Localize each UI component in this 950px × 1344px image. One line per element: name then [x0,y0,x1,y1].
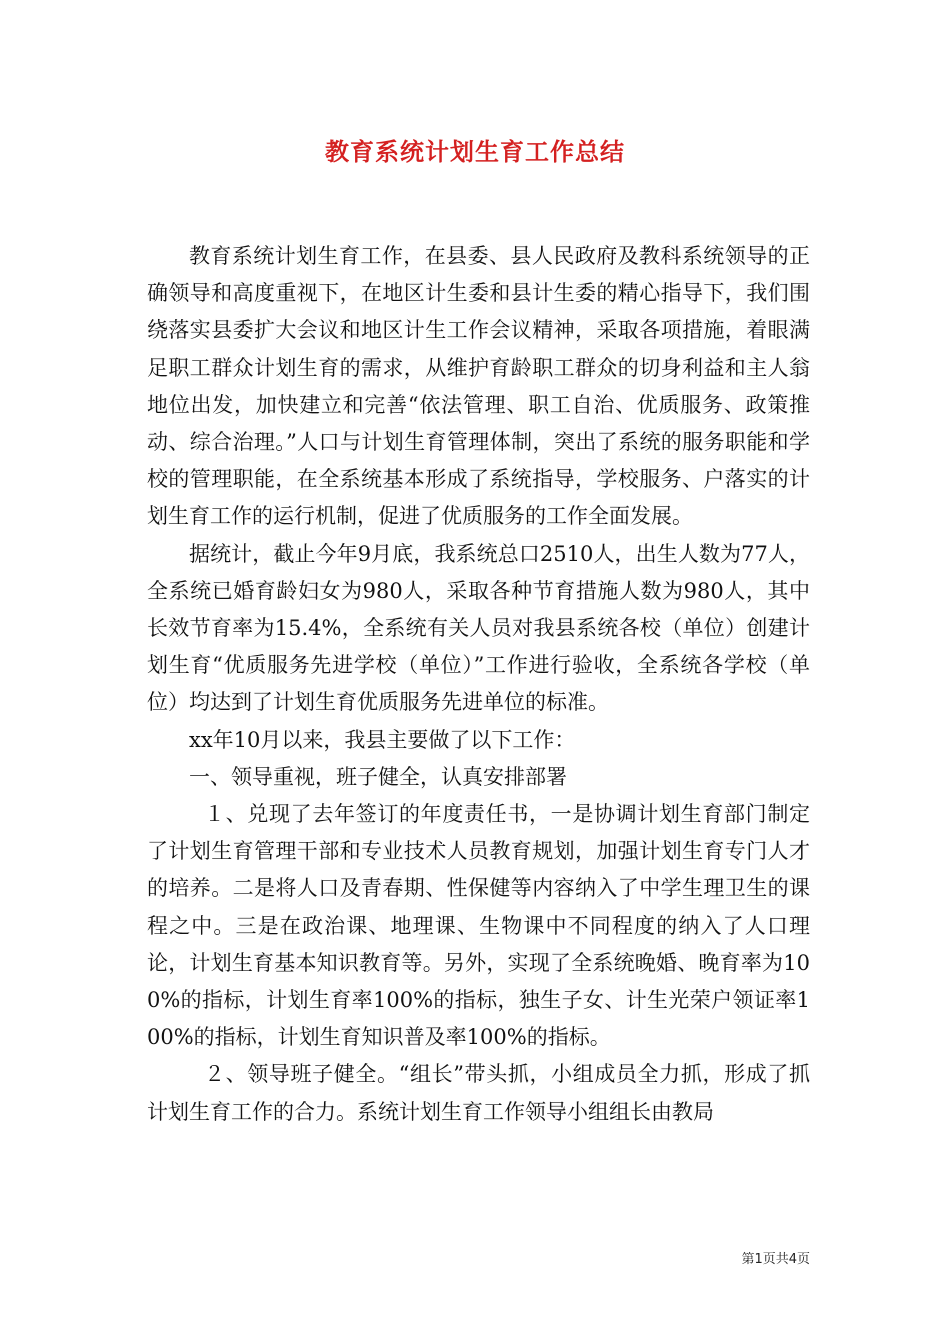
paragraph-statistics: 据统计，截止今年9月底，我系统总口2510人，出生人数为77人，全系统已婚育龄妇女为980人，采取各种节育措施人数为980人，其中长效节育率为15.4%，全系统有关人员对我县系统各校（单位）创建计划生育“优质服务先进学校（单位）”工作进行验收，全系统各学校（单位）均达到了计划生育优质服务先进单位的标准。 [147,541,810,715]
document-body [147,238,810,1131]
paragraph-item-1: １、兑现了去年签订的年度责任书，一是协调计划生育部门制定了计划生育管理干部和专业技术人员教育规划，加强计划生育专门人才的培养。二是将人口及青春期、性保健等内容纳入了中学生理卫生的课程之中。三是在政治课、地理课、生物课中不同程度的纳入了人口理论，计划生育基本知识教育等。另外，实现了全系统晚婚、晚育率为100%的指标，计划生育率100%的指标，独生子女、计生光荣户领证率100%的指标，计划生育知识普及率100%的指标。 [147,802,810,1050]
paragraph-item-2: ２、领导班子健全。“组长”带头抓，小组成员全力抓，形成了抓计划生育工作的合力。系统计划生育工作领导小组组长由教局 [147,1062,810,1124]
document-title: 教育系统计划生育工作总结 [325,137,625,166]
page-number: 第1页共4页 [741,1252,810,1267]
paragraph-intro: 教育系统计划生育工作，在县委、县人民政府及教科系统领导的正确领导和高度重视下，在地区计生委和县计生委的精心指导下，我们围绕落实县委扩大会议和地区计生工作会议精神，采取各项措施，着眼满足职工群众计划生育的需求，从维护育龄职工群众的切身利益和主人翁地位出发，加快建立和完善“依法管理、职工自治、优质服务、政策推动、综合治理。”人口与计划生育管理体制，突出了系统的服务职能和学校的管理职能，在全系统基本形成了系统指导，学校服务、户落实的计划生育工作的运行机制，促进了优质服务的工作全面发展。 [147,244,810,529]
section-heading-1: 一、领导重视，班子健全，认真安排部署 [189,764,567,789]
paragraph-work-intro: xx年10月以来，我县主要做了以下工作： [189,727,576,752]
